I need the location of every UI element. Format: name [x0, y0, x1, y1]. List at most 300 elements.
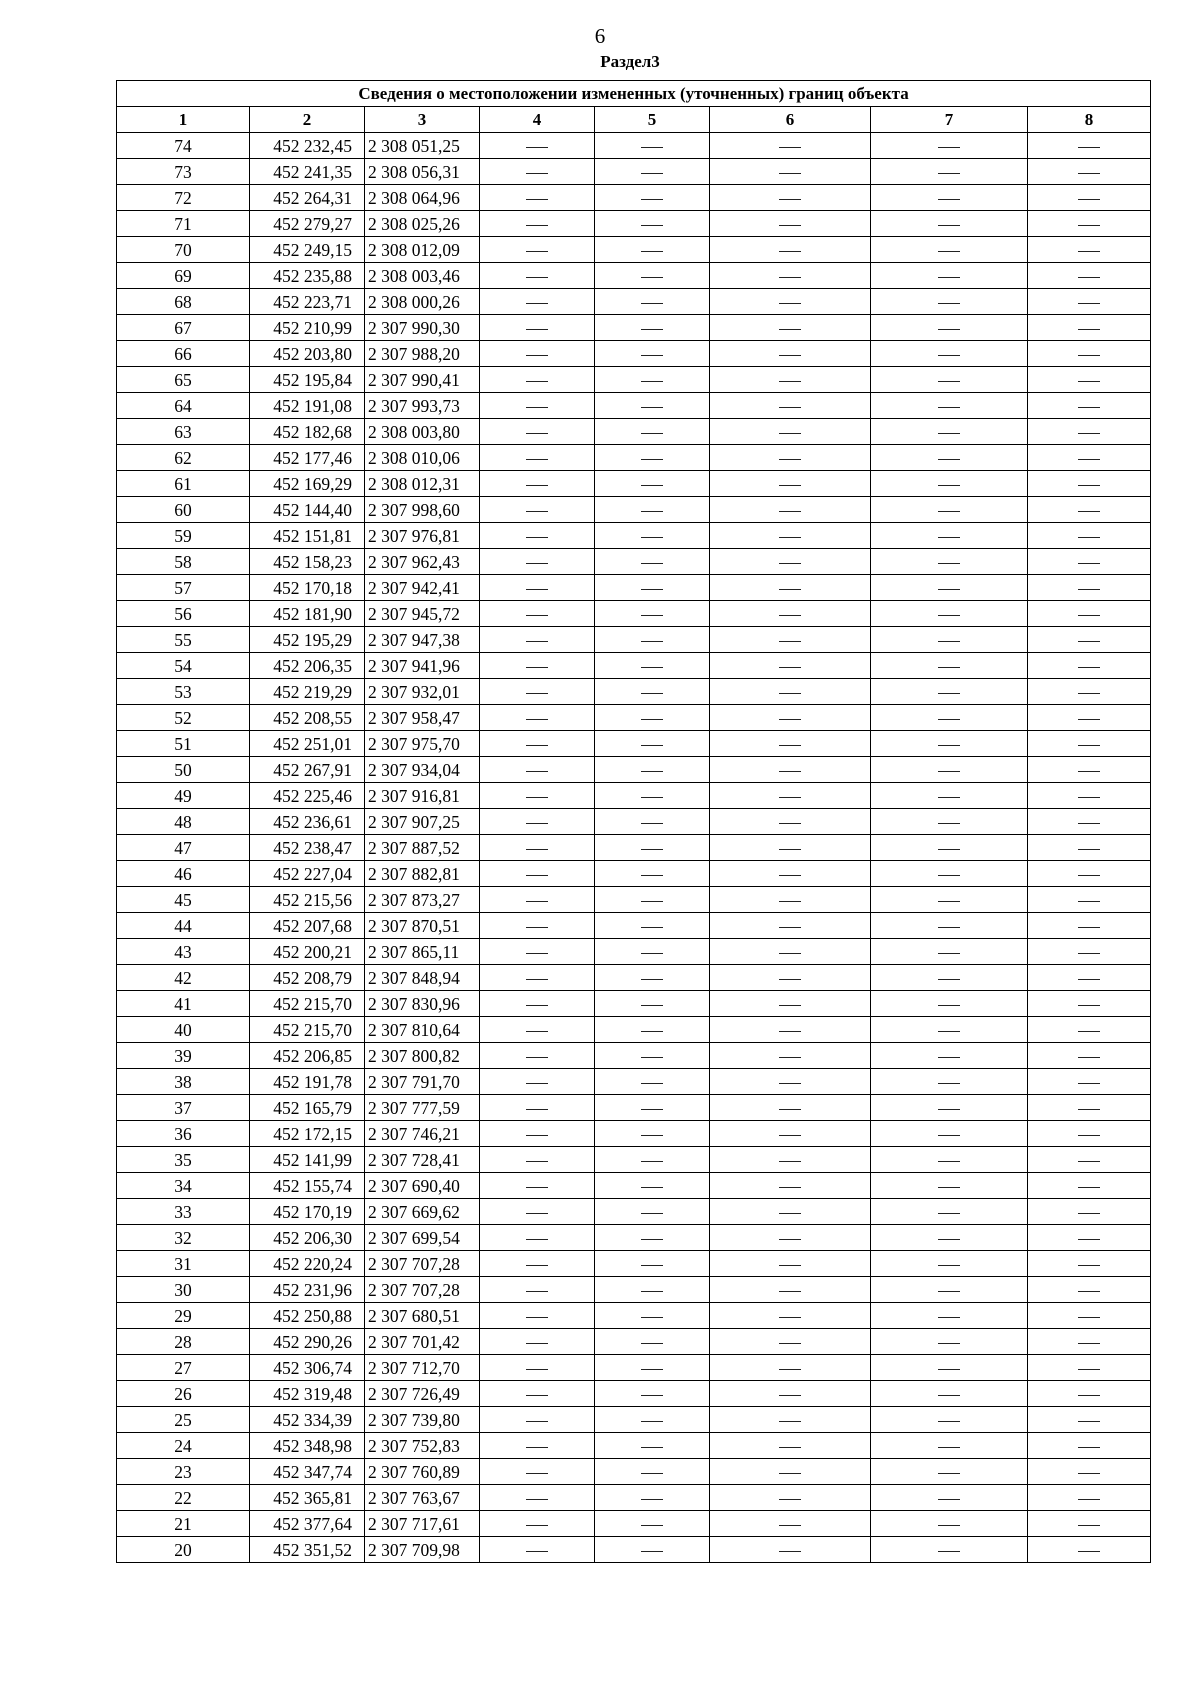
- dash-mark: [1078, 355, 1100, 356]
- empty-cell: [480, 1147, 595, 1173]
- dash-mark: [1078, 537, 1100, 538]
- y-coordinate-cell: 2 307 728,41: [365, 1147, 480, 1173]
- empty-cell: [595, 1381, 710, 1407]
- dash-mark: [526, 251, 548, 252]
- y-coordinate-cell: 2 308 012,31: [365, 471, 480, 497]
- empty-cell: [871, 1017, 1028, 1043]
- point-number-cell: 62: [117, 445, 250, 471]
- dash-mark: [938, 1421, 960, 1422]
- x-coordinate-cell: 452 200,21: [250, 939, 365, 965]
- dash-mark: [526, 1057, 548, 1058]
- dash-mark: [641, 1473, 663, 1474]
- empty-cell: [710, 1485, 871, 1511]
- x-coordinate-cell: 452 170,19: [250, 1199, 365, 1225]
- empty-cell: [1028, 1433, 1151, 1459]
- x-coordinate-cell: 452 264,31: [250, 185, 365, 211]
- point-number-cell: 22: [117, 1485, 250, 1511]
- dash-mark: [779, 953, 801, 954]
- dash-mark: [779, 1213, 801, 1214]
- empty-cell: [1028, 887, 1151, 913]
- boundary-coordinates-table: [116, 80, 1151, 1563]
- empty-cell: [710, 211, 871, 237]
- dash-mark: [779, 1265, 801, 1266]
- dash-mark: [779, 1369, 801, 1370]
- x-coordinate-cell: 452 223,71: [250, 289, 365, 315]
- table-row: [117, 1459, 1151, 1485]
- dash-mark: [938, 797, 960, 798]
- dash-mark: [526, 615, 548, 616]
- y-coordinate-cell: 2 307 942,41: [365, 575, 480, 601]
- empty-cell: [480, 1043, 595, 1069]
- dash-mark: [938, 1551, 960, 1552]
- empty-cell: [1028, 861, 1151, 887]
- dash-mark: [641, 1421, 663, 1422]
- dash-mark: [938, 1161, 960, 1162]
- empty-cell: [595, 133, 710, 159]
- y-coordinate-cell: 2 307 958,47: [365, 705, 480, 731]
- table-row: [117, 783, 1151, 809]
- x-coordinate-cell: 452 206,30: [250, 1225, 365, 1251]
- y-coordinate-cell: 2 307 993,73: [365, 393, 480, 419]
- empty-cell: [595, 991, 710, 1017]
- table-row: [117, 731, 1151, 757]
- empty-cell: [1028, 627, 1151, 653]
- x-coordinate-cell: 452 238,47: [250, 835, 365, 861]
- empty-cell: [710, 237, 871, 263]
- dash-mark: [779, 1057, 801, 1058]
- point-number-cell: 39: [117, 1043, 250, 1069]
- table-row: [117, 575, 1151, 601]
- empty-cell: [480, 1277, 595, 1303]
- point-number-cell: 46: [117, 861, 250, 887]
- point-number-cell: 44: [117, 913, 250, 939]
- empty-cell: [871, 1277, 1028, 1303]
- dash-mark: [641, 1109, 663, 1110]
- dash-mark: [526, 563, 548, 564]
- table-row: [117, 1537, 1151, 1563]
- empty-cell: [595, 471, 710, 497]
- empty-cell: [595, 1329, 710, 1355]
- empty-cell: [871, 523, 1028, 549]
- point-number-cell: 23: [117, 1459, 250, 1485]
- empty-cell: [1028, 289, 1151, 315]
- empty-cell: [1028, 1069, 1151, 1095]
- dash-mark: [641, 329, 663, 330]
- y-coordinate-cell: 2 307 990,30: [365, 315, 480, 341]
- dash-mark: [1078, 719, 1100, 720]
- table-row: [117, 965, 1151, 991]
- y-coordinate-cell: 2 307 791,70: [365, 1069, 480, 1095]
- dash-mark: [779, 901, 801, 902]
- empty-cell: [871, 1225, 1028, 1251]
- dash-mark: [938, 719, 960, 720]
- dash-mark: [938, 173, 960, 174]
- empty-cell: [1028, 1537, 1151, 1563]
- empty-cell: [480, 1303, 595, 1329]
- page-number: 6: [594, 24, 606, 48]
- dash-mark: [1078, 1525, 1100, 1526]
- empty-cell: [710, 1173, 871, 1199]
- y-coordinate-cell: 2 307 873,27: [365, 887, 480, 913]
- dash-mark: [779, 1031, 801, 1032]
- dash-mark: [938, 1135, 960, 1136]
- dash-mark: [641, 485, 663, 486]
- dash-mark: [1078, 927, 1100, 928]
- empty-cell: [480, 419, 595, 445]
- point-number-cell: 38: [117, 1069, 250, 1095]
- empty-cell: [710, 1043, 871, 1069]
- dash-mark: [641, 849, 663, 850]
- y-coordinate-cell: 2 308 003,46: [365, 263, 480, 289]
- dash-mark: [779, 173, 801, 174]
- dash-mark: [779, 225, 801, 226]
- dash-mark: [938, 1005, 960, 1006]
- column-header: 2: [250, 107, 365, 133]
- dash-mark: [641, 1265, 663, 1266]
- table-row: [117, 991, 1151, 1017]
- dash-mark: [1078, 901, 1100, 902]
- dash-mark: [779, 615, 801, 616]
- y-coordinate-cell: 2 307 882,81: [365, 861, 480, 887]
- dash-mark: [938, 771, 960, 772]
- empty-cell: [1028, 393, 1151, 419]
- empty-cell: [1028, 1017, 1151, 1043]
- empty-cell: [595, 159, 710, 185]
- y-coordinate-cell: 2 307 717,61: [365, 1511, 480, 1537]
- empty-cell: [710, 263, 871, 289]
- dash-mark: [641, 1083, 663, 1084]
- empty-cell: [595, 783, 710, 809]
- dash-mark: [641, 1031, 663, 1032]
- dash-mark: [1078, 693, 1100, 694]
- dash-mark: [779, 927, 801, 928]
- dash-mark: [1078, 433, 1100, 434]
- empty-cell: [595, 1095, 710, 1121]
- dash-mark: [938, 381, 960, 382]
- empty-cell: [480, 1433, 595, 1459]
- point-number-cell: 40: [117, 1017, 250, 1043]
- dash-mark: [526, 485, 548, 486]
- empty-cell: [595, 601, 710, 627]
- dash-mark: [938, 1109, 960, 1110]
- empty-cell: [595, 263, 710, 289]
- dash-mark: [938, 1525, 960, 1526]
- empty-cell: [595, 1537, 710, 1563]
- dash-mark: [526, 1343, 548, 1344]
- dash-mark: [526, 745, 548, 746]
- dash-mark: [526, 823, 548, 824]
- empty-cell: [1028, 471, 1151, 497]
- y-coordinate-cell: 2 307 810,64: [365, 1017, 480, 1043]
- dash-mark: [938, 1343, 960, 1344]
- point-number-cell: 21: [117, 1511, 250, 1537]
- empty-cell: [710, 1017, 871, 1043]
- point-number-cell: 64: [117, 393, 250, 419]
- empty-cell: [480, 1251, 595, 1277]
- empty-cell: [1028, 185, 1151, 211]
- dash-mark: [779, 1525, 801, 1526]
- empty-cell: [871, 809, 1028, 835]
- empty-cell: [480, 523, 595, 549]
- dash-mark: [641, 1499, 663, 1500]
- dash-mark: [938, 589, 960, 590]
- dash-mark: [526, 1109, 548, 1110]
- empty-cell: [1028, 367, 1151, 393]
- empty-cell: [480, 965, 595, 991]
- dash-mark: [938, 1395, 960, 1396]
- x-coordinate-cell: 452 165,79: [250, 1095, 365, 1121]
- empty-cell: [1028, 159, 1151, 185]
- dash-mark: [1078, 563, 1100, 564]
- dash-mark: [526, 1473, 548, 1474]
- dash-mark: [1078, 1395, 1100, 1396]
- y-coordinate-cell: 2 307 800,82: [365, 1043, 480, 1069]
- dash-mark: [1078, 1551, 1100, 1552]
- empty-cell: [480, 783, 595, 809]
- table-row: [117, 1095, 1151, 1121]
- dash-mark: [938, 693, 960, 694]
- point-number-cell: 70: [117, 237, 250, 263]
- empty-cell: [595, 809, 710, 835]
- empty-cell: [871, 159, 1028, 185]
- dash-mark: [641, 927, 663, 928]
- table-row: [117, 1147, 1151, 1173]
- dash-mark: [526, 719, 548, 720]
- empty-cell: [595, 1043, 710, 1069]
- dash-mark: [641, 1239, 663, 1240]
- x-coordinate-cell: 452 241,35: [250, 159, 365, 185]
- x-coordinate-cell: 452 348,98: [250, 1433, 365, 1459]
- point-number-cell: 33: [117, 1199, 250, 1225]
- empty-cell: [1028, 133, 1151, 159]
- x-coordinate-cell: 452 191,78: [250, 1069, 365, 1095]
- dash-mark: [938, 1317, 960, 1318]
- empty-cell: [1028, 1043, 1151, 1069]
- dash-mark: [526, 953, 548, 954]
- empty-cell: [871, 1303, 1028, 1329]
- empty-cell: [871, 1381, 1028, 1407]
- y-coordinate-cell: 2 308 064,96: [365, 185, 480, 211]
- column-header: 3: [365, 107, 480, 133]
- dash-mark: [938, 147, 960, 148]
- empty-cell: [710, 445, 871, 471]
- y-coordinate-cell: 2 307 777,59: [365, 1095, 480, 1121]
- dash-mark: [938, 537, 960, 538]
- table-row: [117, 471, 1151, 497]
- x-coordinate-cell: 452 347,74: [250, 1459, 365, 1485]
- x-coordinate-cell: 452 250,88: [250, 1303, 365, 1329]
- dash-mark: [938, 1057, 960, 1058]
- empty-cell: [1028, 1303, 1151, 1329]
- empty-cell: [710, 705, 871, 731]
- dash-mark: [526, 693, 548, 694]
- empty-cell: [480, 263, 595, 289]
- empty-cell: [871, 1407, 1028, 1433]
- dash-mark: [779, 485, 801, 486]
- empty-cell: [871, 913, 1028, 939]
- empty-cell: [480, 575, 595, 601]
- empty-cell: [480, 887, 595, 913]
- dash-mark: [1078, 485, 1100, 486]
- x-coordinate-cell: 452 172,15: [250, 1121, 365, 1147]
- dash-mark: [779, 277, 801, 278]
- table-row: [117, 887, 1151, 913]
- dash-mark: [526, 147, 548, 148]
- empty-cell: [595, 1433, 710, 1459]
- point-number-cell: 34: [117, 1173, 250, 1199]
- empty-cell: [480, 679, 595, 705]
- empty-cell: [710, 133, 871, 159]
- y-coordinate-cell: 2 308 010,06: [365, 445, 480, 471]
- empty-cell: [595, 1147, 710, 1173]
- empty-cell: [710, 1199, 871, 1225]
- y-coordinate-cell: 2 307 887,52: [365, 835, 480, 861]
- dash-mark: [526, 979, 548, 980]
- dash-mark: [641, 1447, 663, 1448]
- empty-cell: [1028, 1251, 1151, 1277]
- y-coordinate-cell: 2 307 726,49: [365, 1381, 480, 1407]
- table-row: [117, 1225, 1151, 1251]
- empty-cell: [595, 835, 710, 861]
- empty-cell: [710, 1095, 871, 1121]
- dash-mark: [641, 1161, 663, 1162]
- empty-cell: [480, 627, 595, 653]
- table-row: [117, 419, 1151, 445]
- empty-cell: [480, 497, 595, 523]
- empty-cell: [710, 1225, 871, 1251]
- x-coordinate-cell: 452 215,70: [250, 1017, 365, 1043]
- dash-mark: [641, 303, 663, 304]
- dash-mark: [938, 927, 960, 928]
- table-row: [117, 159, 1151, 185]
- dash-mark: [1078, 1447, 1100, 1448]
- section-title: Раздел3: [600, 52, 660, 71]
- column-header: 8: [1028, 107, 1151, 133]
- empty-cell: [480, 1199, 595, 1225]
- dash-mark: [1078, 797, 1100, 798]
- empty-cell: [480, 1173, 595, 1199]
- dash-mark: [779, 1109, 801, 1110]
- y-coordinate-cell: 2 307 975,70: [365, 731, 480, 757]
- dash-mark: [938, 329, 960, 330]
- y-coordinate-cell: 2 307 865,11: [365, 939, 480, 965]
- dash-mark: [1078, 303, 1100, 304]
- empty-cell: [1028, 237, 1151, 263]
- empty-cell: [710, 653, 871, 679]
- empty-cell: [595, 575, 710, 601]
- empty-cell: [595, 705, 710, 731]
- y-coordinate-cell: 2 307 709,98: [365, 1537, 480, 1563]
- empty-cell: [595, 211, 710, 237]
- empty-cell: [871, 185, 1028, 211]
- dash-mark: [641, 745, 663, 746]
- point-number-cell: 36: [117, 1121, 250, 1147]
- y-coordinate-cell: 2 307 870,51: [365, 913, 480, 939]
- y-coordinate-cell: 2 307 669,62: [365, 1199, 480, 1225]
- empty-cell: [710, 497, 871, 523]
- dash-mark: [1078, 277, 1100, 278]
- empty-cell: [1028, 1511, 1151, 1537]
- empty-cell: [871, 835, 1028, 861]
- dash-mark: [938, 1369, 960, 1370]
- x-coordinate-cell: 452 236,61: [250, 809, 365, 835]
- dash-mark: [1078, 459, 1100, 460]
- point-number-cell: 59: [117, 523, 250, 549]
- empty-cell: [710, 549, 871, 575]
- point-number-cell: 43: [117, 939, 250, 965]
- dash-mark: [779, 1421, 801, 1422]
- dash-mark: [1078, 979, 1100, 980]
- empty-cell: [480, 289, 595, 315]
- empty-cell: [480, 445, 595, 471]
- dash-mark: [641, 1057, 663, 1058]
- table-caption-row: [117, 81, 1151, 107]
- dash-mark: [779, 771, 801, 772]
- point-number-cell: 68: [117, 289, 250, 315]
- empty-cell: [1028, 1329, 1151, 1355]
- table-row: [117, 211, 1151, 237]
- dash-mark: [938, 407, 960, 408]
- dash-mark: [1078, 173, 1100, 174]
- dash-mark: [526, 1005, 548, 1006]
- empty-cell: [871, 1095, 1028, 1121]
- dash-mark: [526, 173, 548, 174]
- empty-cell: [480, 471, 595, 497]
- x-coordinate-cell: 452 208,79: [250, 965, 365, 991]
- empty-cell: [595, 1069, 710, 1095]
- dash-mark: [1078, 1291, 1100, 1292]
- dash-mark: [641, 381, 663, 382]
- y-coordinate-cell: 2 307 947,38: [365, 627, 480, 653]
- empty-cell: [595, 419, 710, 445]
- empty-cell: [710, 1511, 871, 1537]
- dash-mark: [1078, 1317, 1100, 1318]
- dash-mark: [779, 1447, 801, 1448]
- empty-cell: [710, 861, 871, 887]
- empty-cell: [480, 367, 595, 393]
- dash-mark: [1078, 329, 1100, 330]
- point-number-cell: 54: [117, 653, 250, 679]
- table-row: [117, 1433, 1151, 1459]
- dash-mark: [779, 1187, 801, 1188]
- dash-mark: [526, 1265, 548, 1266]
- x-coordinate-cell: 452 215,70: [250, 991, 365, 1017]
- empty-cell: [871, 939, 1028, 965]
- empty-cell: [710, 419, 871, 445]
- y-coordinate-cell: 2 307 763,67: [365, 1485, 480, 1511]
- dash-mark: [526, 537, 548, 538]
- empty-cell: [480, 1121, 595, 1147]
- dash-mark: [526, 381, 548, 382]
- empty-cell: [1028, 1095, 1151, 1121]
- empty-cell: [595, 237, 710, 263]
- y-coordinate-cell: 2 307 998,60: [365, 497, 480, 523]
- dash-mark: [779, 1005, 801, 1006]
- dash-mark: [938, 303, 960, 304]
- empty-cell: [710, 1303, 871, 1329]
- dash-mark: [641, 537, 663, 538]
- empty-cell: [871, 1043, 1028, 1069]
- empty-cell: [595, 861, 710, 887]
- y-coordinate-cell: 2 307 907,25: [365, 809, 480, 835]
- point-number-cell: 35: [117, 1147, 250, 1173]
- dash-mark: [779, 1473, 801, 1474]
- dash-mark: [641, 589, 663, 590]
- dash-mark: [1078, 953, 1100, 954]
- empty-cell: [1028, 757, 1151, 783]
- empty-cell: [480, 757, 595, 783]
- empty-cell: [710, 1355, 871, 1381]
